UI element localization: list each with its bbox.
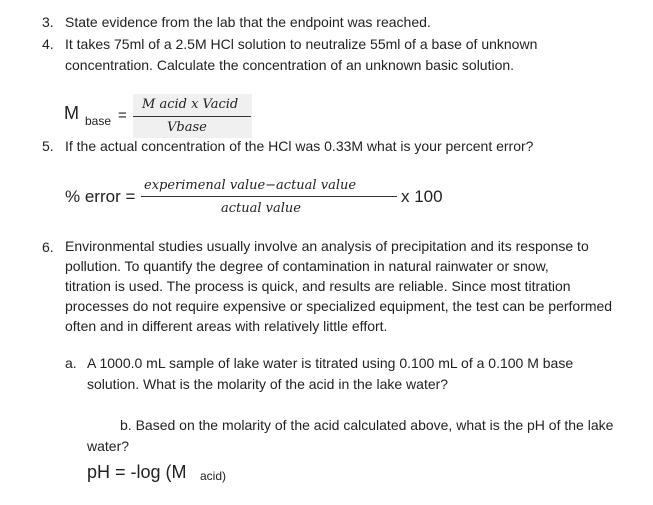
q6-line-2: pollution. To quantify the degree of contamination in natural rainwater or snow, <box>65 258 549 274</box>
q6-line-5: often and in different areas with relatively little effort. <box>65 318 388 334</box>
formula-percent-error-denominator: actual value <box>221 201 301 216</box>
formula-equals: = <box>118 107 127 124</box>
q6-line-3: titration is used. The process is quick, and results are reliable. Since most titration <box>65 278 571 294</box>
q6a-label: a. <box>65 355 77 371</box>
formula-numerator: M acid x Vacid <box>142 97 239 112</box>
q6b-line-2: water? <box>87 438 130 454</box>
q5-number: 5. <box>42 138 54 154</box>
formula-percent-error-numerator: experimenal value−actual value <box>144 178 357 193</box>
q3-number: 3. <box>42 14 54 30</box>
formula-denominator: Vbase <box>167 120 207 135</box>
q6a-line-2: solution. What is the molarity of the acid in the lake water? <box>87 376 449 392</box>
q6b-line-1: b. Based on the molarity of the acid calculated above, what is the pH of the lake <box>120 417 614 433</box>
q4-line-1: It takes 75ml of a 2.5M HCl solution to neutralize 55ml of a base of unknown <box>65 36 538 52</box>
ph-formula-main: pH = -log (M <box>87 462 187 482</box>
q4-number: 4. <box>42 36 54 52</box>
fraction-bar <box>133 116 251 117</box>
q6-line-1: Environmental studies usually involve an analysis of precipitation and its response to <box>65 238 589 254</box>
q6a-line-1: A 1000.0 mL sample of lake water is titrated using 0.100 mL of a 0.100 M base <box>87 355 574 371</box>
q6-line-4: processes do not require expensive or specialized equipment, the test can be performed <box>65 298 613 314</box>
ph-formula-subscript: acid) <box>200 469 227 483</box>
formula-times-100: x 100 <box>401 187 443 206</box>
q3-text: State evidence from the lab that the endpoint was reached. <box>65 14 431 30</box>
q5-text: If the actual concentration of the HCl was 0.33M what is your percent error? <box>65 138 534 154</box>
fraction-bar <box>141 196 397 197</box>
formula-percent-error-label: % error = <box>65 187 136 206</box>
formula-m-base-symbol: M <box>64 103 79 123</box>
q4-line-2: concentration. Calculate the concentration of an unknown basic solution. <box>65 57 515 73</box>
q6-number: 6. <box>42 239 54 255</box>
formula-m-base-subscript: base <box>85 114 112 128</box>
